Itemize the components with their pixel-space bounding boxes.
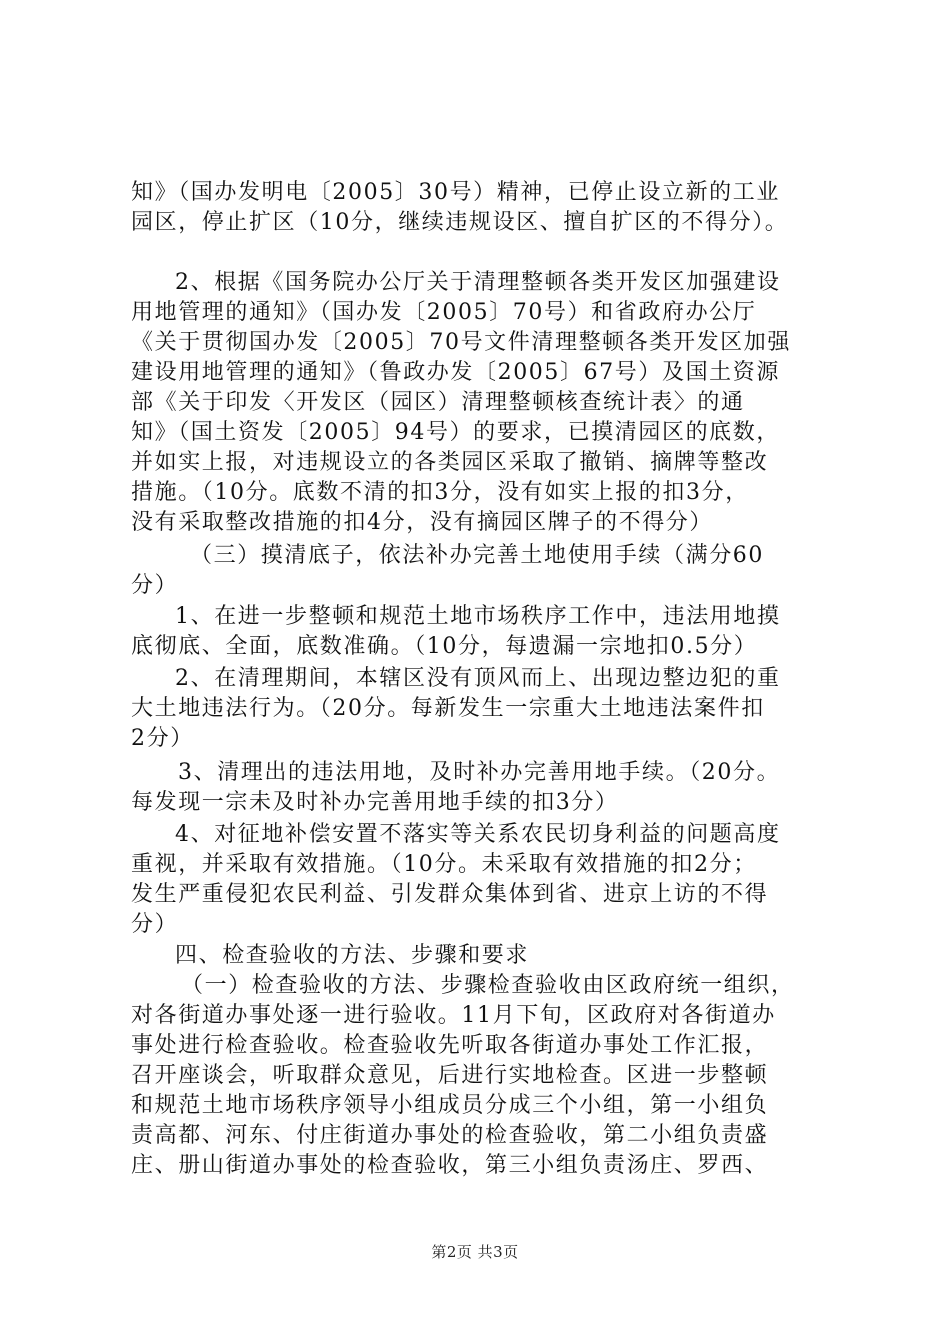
text-line: 并如实上报，对违规设立的各类园区采取了撤销、摘牌等整改 xyxy=(131,450,769,475)
text-line: 园区，停止扩区（10分，继续违规设区、擅自扩区的不得分）。 xyxy=(131,210,789,235)
text-line: 对各街道办事处逐一进行验收。11月下旬，区政府对各街道办 xyxy=(131,1003,776,1028)
text-line: 每发现一宗未及时补办完善用地手续的扣3分） xyxy=(131,790,619,815)
text-line: 和规范土地市场秩序领导小组成员分成三个小组，第一小组负 xyxy=(131,1093,769,1118)
text-line: 分） xyxy=(131,912,179,937)
text-line: 《关于贯彻国办发〔2005〕70号文件清理整顿各类开发区加强 xyxy=(131,330,791,355)
text-line: 分） xyxy=(131,573,179,598)
text-line: 措施。（10分。底数不清的扣3分，没有如实上报的扣3分， xyxy=(131,480,749,505)
text-line: 2、根据《国务院办公厅关于清理整顿各类开发区加强建设 xyxy=(175,270,781,295)
text-line: （一）检查验收的方法、步骤检查验收由区政府统一组织， xyxy=(181,973,795,998)
section-heading: （三）摸清底子，依法补办完善土地使用手续（满分60 xyxy=(190,543,764,568)
text-line: 召开座谈会，听取群众意见，后进行实地检查。区进一步整顿 xyxy=(131,1063,769,1088)
section-heading: 四、检查验收的方法、步骤和要求 xyxy=(175,943,530,968)
text-line: 建设用地管理的通知》（鲁政办发〔2005〕67号）及国土资源 xyxy=(131,360,780,385)
text-line: 2、在清理期间，本辖区没有顶风而上、出现边整边犯的重 xyxy=(175,666,781,691)
page-number-footer: 第2页 共3页 xyxy=(431,1243,519,1261)
text-line: 2分） xyxy=(131,726,194,751)
text-line: 3、清理出的违法用地，及时补办完善用地手续。（20分。 xyxy=(178,760,781,785)
text-line: 发生严重侵犯农民利益、引发群众集体到省、进京上访的不得 xyxy=(131,882,769,907)
text-line: 部《关于印发〈开发区（园区）清理整顿核查统计表〉的通 xyxy=(131,390,745,415)
text-line: 事处进行检查验收。检查验收先听取各街道办事处工作汇报， xyxy=(131,1033,769,1058)
text-line: 庄、册山街道办事处的检查验收，第三小组负责汤庄、罗西、 xyxy=(131,1153,769,1178)
text-line: 责高都、河东、付庄街道办事处的检查验收，第二小组负责盛 xyxy=(131,1123,769,1148)
text-line: 重视，并采取有效措施。（10分。未采取有效措施的扣2分； xyxy=(131,852,757,877)
text-line: 知》（国办发明电〔2005〕30号）精神，已停止设立新的工业 xyxy=(131,180,780,205)
text-line: 4、对征地补偿安置不落实等关系农民切身利益的问题高度 xyxy=(175,822,781,847)
text-line: 没有采取整改措施的扣4分，没有摘园区牌子的不得分） xyxy=(131,510,713,535)
text-line: 大土地违法行为。（20分。每新发生一宗重大土地违法案件扣 xyxy=(131,696,765,721)
text-line: 知》（国土资发〔2005〕94号）的要求，已摸清园区的底数， xyxy=(131,420,780,445)
text-line: 1、在进一步整顿和规范土地市场秩序工作中，违法用地摸 xyxy=(175,604,781,629)
text-line: 用地管理的通知》（国办发〔2005〕70号）和省政府办公厅 xyxy=(131,300,757,325)
text-line: 底彻底、全面，底数准确。（10分，每遗漏一宗地扣0.5分） xyxy=(131,634,758,659)
